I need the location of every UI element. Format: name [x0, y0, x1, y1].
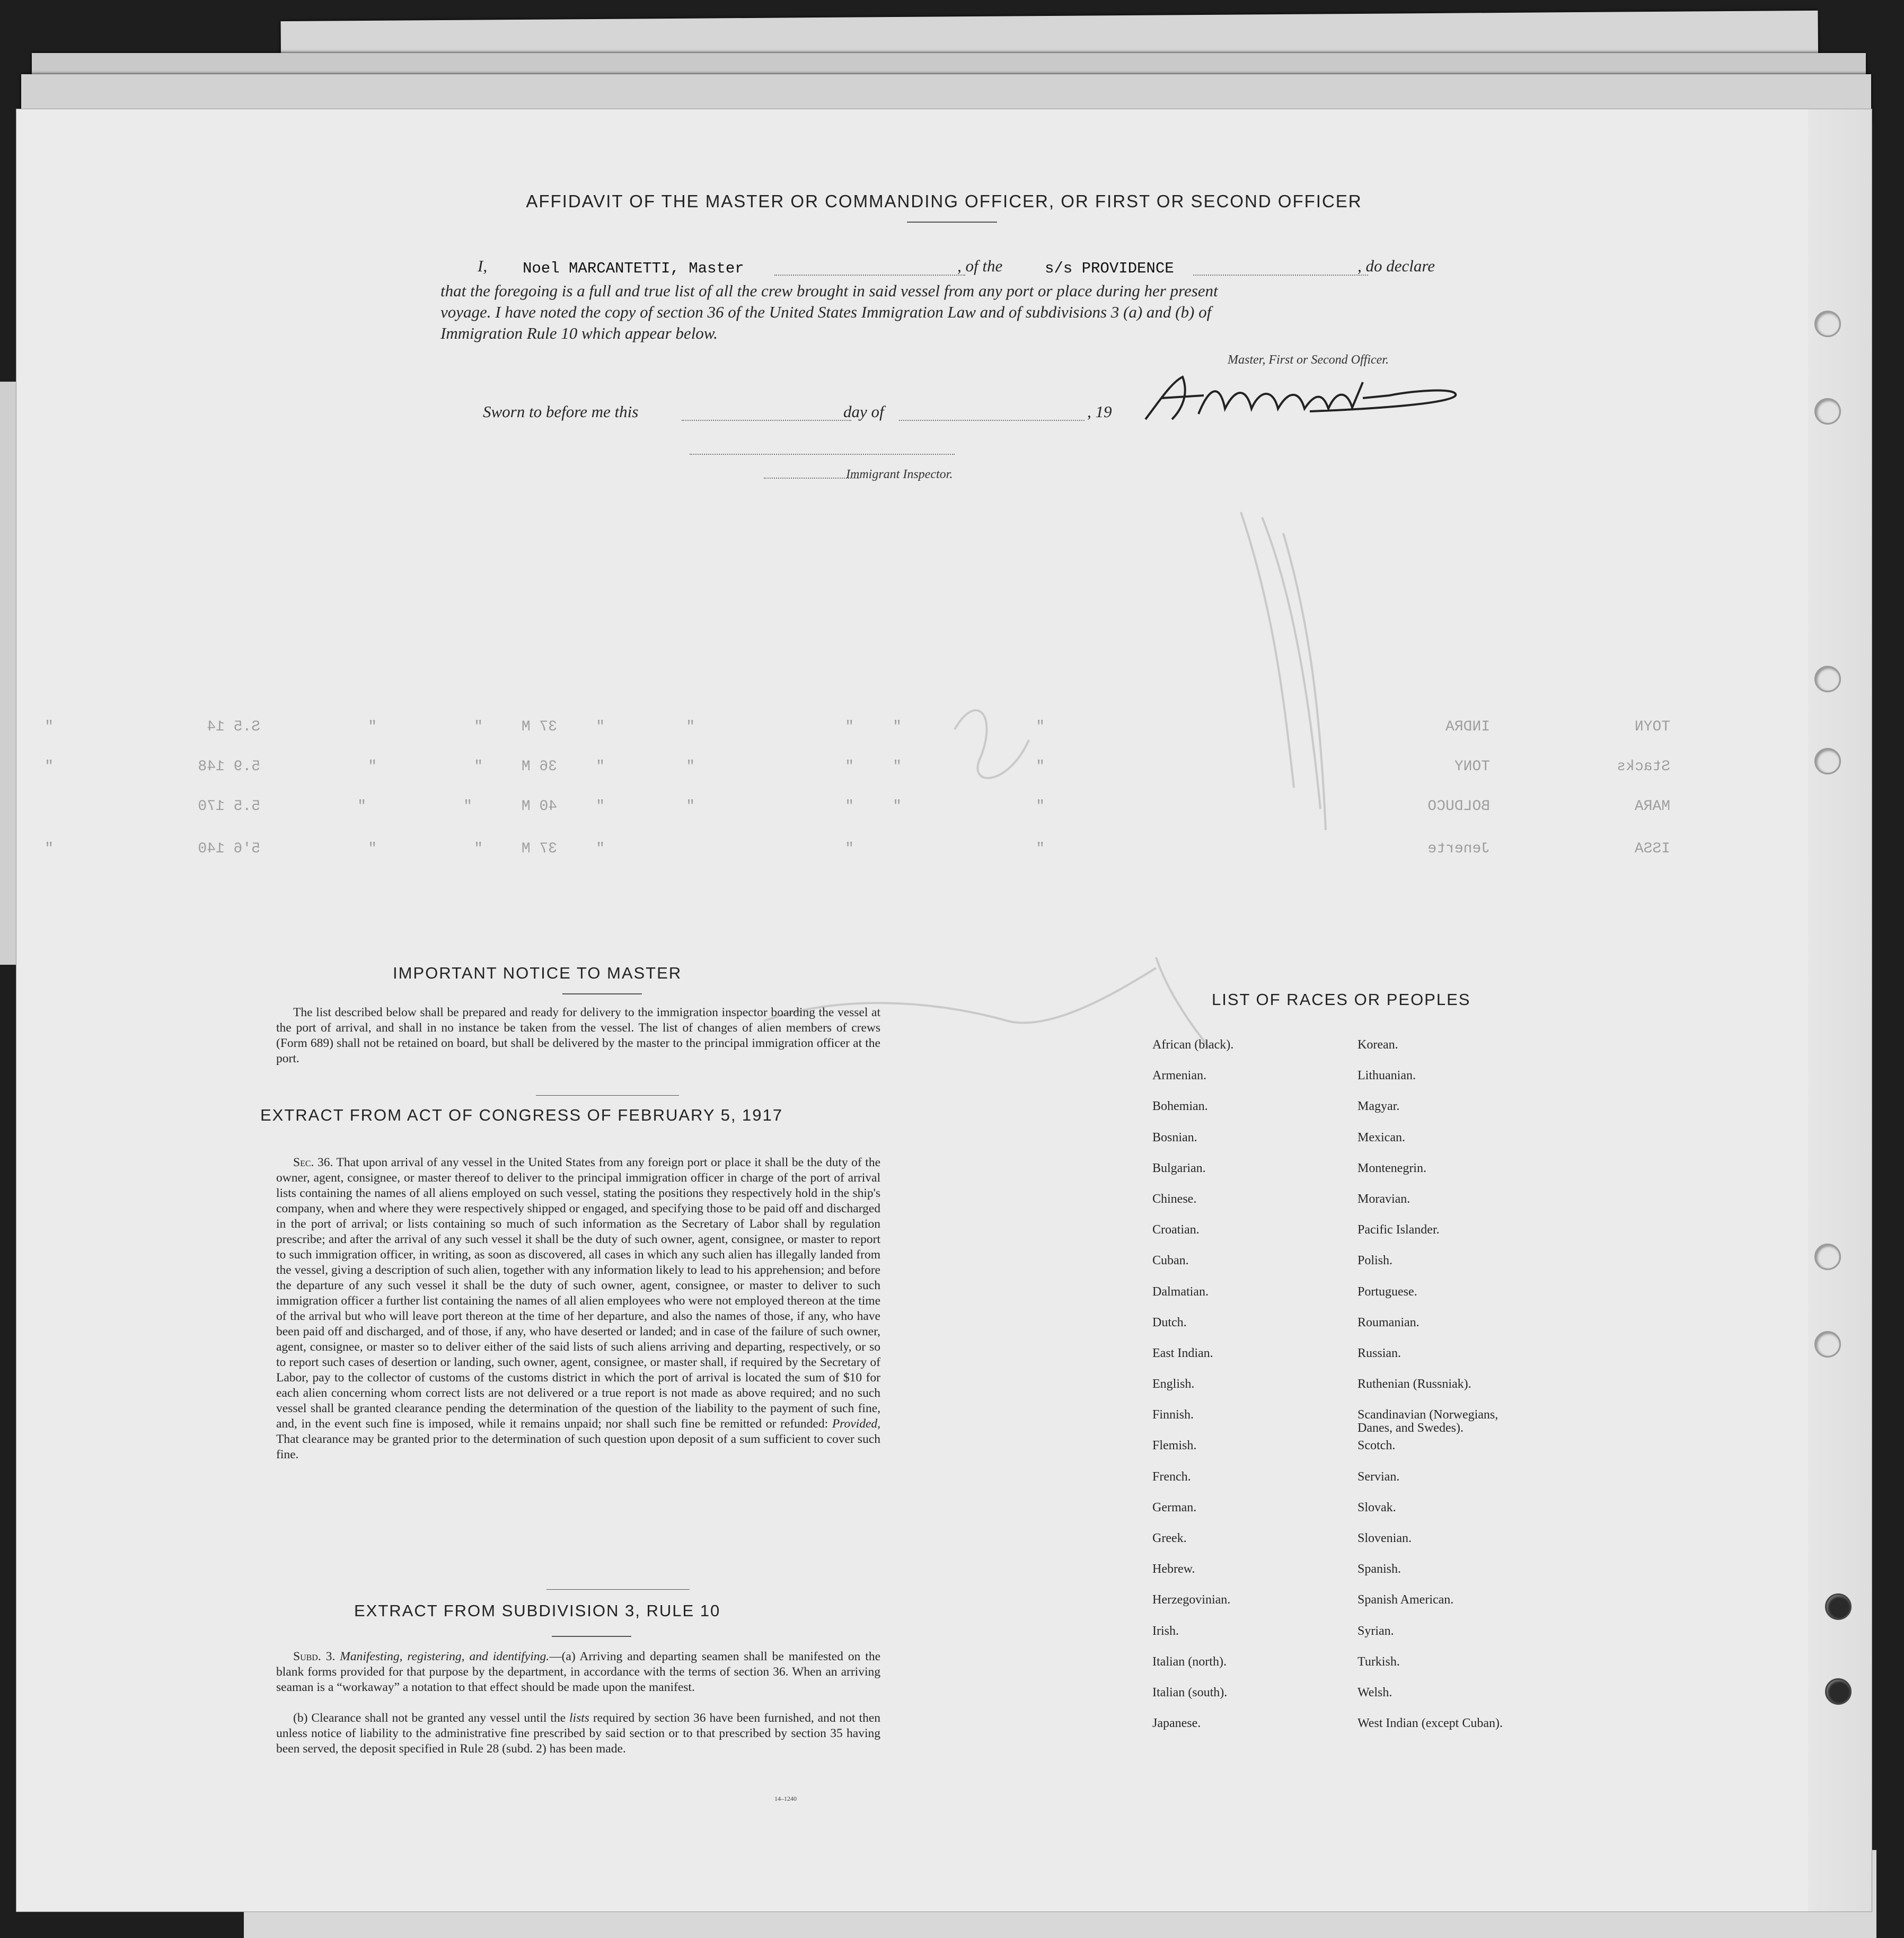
race-item: Roumanian.	[1358, 1315, 1420, 1329]
ghost-height: 5.5 170	[198, 798, 260, 815]
declaration-line-2: that the foregoing is a full and true list of all the crew brought in said vessel from any port or place during her present	[440, 281, 1218, 300]
ghost-mark: "	[1036, 759, 1045, 775]
rule-body-b-post: required by section 36 have been furnished, and not then unless notice of liability to the administrative fine prescribed by said section or to that prescribed by section 35 having been served, the deposit specified in Rule 28 (subd. 2) has been made.	[276, 1711, 880, 1756]
race-item: Korean.	[1358, 1038, 1398, 1052]
ghost-mark: "	[893, 719, 902, 735]
page-shadow	[1808, 109, 1872, 1911]
race-item: Mexican.	[1358, 1130, 1405, 1144]
race-item: Welsh.	[1358, 1685, 1392, 1699]
race-item: German.	[1152, 1500, 1197, 1514]
ghost-name: TONY	[1454, 759, 1490, 775]
race-item: Bulgarian.	[1152, 1161, 1206, 1175]
month-line	[899, 420, 1085, 421]
ghost-mark: "	[845, 841, 854, 857]
race-item: Russian.	[1358, 1346, 1401, 1360]
binder-hole	[1814, 311, 1841, 337]
rule-body-b-lists: lists	[569, 1711, 589, 1725]
act-text	[276, 1155, 880, 1463]
ghost-mark: "	[845, 798, 854, 815]
race-item: English.	[1152, 1377, 1195, 1391]
officer-caption: Master, First or Second Officer.	[1228, 353, 1389, 367]
races-right-column	[1358, 1038, 1503, 1748]
race-item: Portuguese.	[1358, 1284, 1417, 1299]
name-line	[774, 275, 965, 276]
ghost-mark: "	[596, 841, 605, 857]
race-item: Ruthenian (Russniak).	[1358, 1377, 1471, 1391]
notice-body: The list described below shall be prepared and ready for delivery to the immigration inspector boarding the vessel at the port of arrival, and shall in no instance be taken from the vessel. The list of changes of alien members of crews (Form 689) shall not be retained on board, but shall be delivered by the master to the principal immigration officer at the port.	[276, 1006, 880, 1065]
ghost-mark: "	[368, 719, 377, 735]
ghost-name: Jenerte	[1427, 841, 1490, 857]
manifest-page	[16, 109, 1872, 1912]
race-item: Herzegovinian.	[1152, 1593, 1231, 1607]
race-item: East Indian.	[1152, 1346, 1213, 1360]
race-item: Armenian.	[1152, 1069, 1206, 1083]
race-item: Moravian.	[1358, 1192, 1411, 1206]
binder-hole	[1825, 1593, 1852, 1620]
notice-title: IMPORTANT NOTICE TO MASTER	[393, 964, 682, 982]
master-name: Noel MARCANTETTI, Master	[523, 260, 744, 277]
race-item: Croatian.	[1152, 1223, 1200, 1237]
race-item: Bosnian.	[1152, 1130, 1197, 1144]
notice-rule	[562, 993, 642, 994]
rule-body-a: —(a) Arriving and departing seamen shall be manifested on the blank forms provided for that purpose by the department, in accordance with the terms of section 36. When an arriving seaman is a “workaway” a notation to that effect should be made upon the manifest.	[276, 1650, 881, 1694]
race-item: Italian (north).	[1152, 1654, 1227, 1669]
race-item: Lithuanian.	[1358, 1069, 1416, 1083]
rule-subd-heading: Manifesting, registering, and identifying.	[340, 1650, 550, 1663]
binder-hole	[1825, 1678, 1852, 1705]
race-item: Pacific Islander.	[1358, 1223, 1440, 1237]
race-item: French.	[1152, 1469, 1191, 1484]
race-item: Polish.	[1358, 1254, 1393, 1268]
ghost-age: 37 M	[521, 719, 557, 735]
ghost-mark: "	[474, 759, 483, 775]
affidavit-title: AFFIDAVIT OF THE MASTER OR COMMANDING OFFICER, OR FIRST OR SECOND OFFICER	[526, 191, 1362, 211]
inspector-caption: Immigrant Inspector.	[846, 468, 953, 481]
race-item: Italian (south).	[1152, 1685, 1228, 1699]
ghost-age: 37 M	[521, 841, 557, 857]
ghost-mark: "	[893, 798, 902, 815]
ghost-height: S.5 14	[207, 719, 260, 735]
vessel-line	[1193, 275, 1368, 276]
ghost-age: 40 M	[521, 798, 557, 815]
ghost-name: Stacks	[1617, 759, 1670, 775]
vessel-name: s/s PROVIDENCE	[1045, 260, 1174, 277]
act-provided: Provided,	[832, 1417, 881, 1431]
race-item: Spanish American.	[1358, 1593, 1454, 1607]
ghost-mark: "	[45, 759, 54, 775]
ghost-mark: "	[463, 798, 472, 815]
ghost-height: 5.9 148	[198, 759, 260, 775]
act-section-label: Sec. 36.	[293, 1156, 333, 1169]
act-title: EXTRACT FROM ACT OF CONGRESS OF FEBRUARY 5, 1917	[260, 1106, 783, 1124]
sworn-day-line	[682, 420, 851, 421]
race-item: Dalmatian.	[1152, 1284, 1209, 1299]
ghost-name: TOYN	[1634, 719, 1670, 735]
ghost-mark: "	[1036, 841, 1045, 857]
race-item: Chinese.	[1152, 1192, 1197, 1206]
notice-divider	[536, 1095, 679, 1096]
master-signature	[1140, 366, 1469, 425]
race-item: Turkish.	[1358, 1654, 1400, 1669]
inspector-line-2	[764, 478, 859, 479]
do-declare-label: , do declare	[1358, 257, 1435, 275]
rule-subd-label: Subd. 3.	[293, 1650, 336, 1663]
race-item: Irish.	[1152, 1624, 1179, 1638]
inspector-line	[690, 454, 955, 455]
race-item: Slovenian.	[1358, 1531, 1412, 1545]
race-item: Scandinavian (Norwegians, Danes, and Swedes).	[1358, 1408, 1498, 1435]
left-edge-tab	[0, 382, 16, 965]
ghost-mark: "	[686, 759, 695, 775]
ghost-mark: "	[474, 841, 483, 857]
race-item: Montenegrin.	[1358, 1161, 1426, 1175]
ghost-mark: "	[845, 759, 854, 775]
rule-underline	[552, 1636, 631, 1637]
of-the-label: , of the	[957, 257, 1003, 275]
ghost-mark: "	[596, 759, 605, 775]
act-body-end: That clearance may be granted prior to the determination of such question upon deposit of a sum sufficient to cover such fine.	[276, 1432, 880, 1461]
ghost-name: MARA	[1634, 798, 1670, 815]
ghost-mark: "	[1036, 719, 1045, 735]
declarant-prefix: I,	[478, 257, 488, 275]
ghost-mark: "	[368, 841, 377, 857]
ghost-mark: "	[45, 719, 54, 735]
ghost-name: INDRA	[1445, 719, 1490, 735]
race-item: Hebrew.	[1152, 1562, 1195, 1576]
rule-text-a	[276, 1649, 880, 1695]
rule-text-b	[276, 1711, 880, 1757]
binder-hole	[1814, 1244, 1841, 1270]
race-item: Dutch.	[1152, 1315, 1187, 1329]
race-item: Scotch.	[1358, 1439, 1396, 1453]
race-item: African (black).	[1152, 1038, 1234, 1052]
race-item: Slovak.	[1358, 1500, 1396, 1514]
ghost-mark: "	[474, 719, 483, 735]
ghost-name: ISSA	[1634, 841, 1670, 857]
race-item: Bohemian.	[1152, 1099, 1208, 1114]
ghost-mark: "	[357, 798, 366, 815]
rule-title: EXTRACT FROM SUBDIVISION 3, RULE 10	[354, 1601, 721, 1620]
binder-hole	[1814, 666, 1841, 692]
ghost-mark: "	[845, 719, 854, 735]
race-item: Magyar.	[1358, 1099, 1400, 1114]
ghost-mark: "	[45, 841, 54, 857]
binder-hole	[1814, 748, 1841, 774]
ghost-mark: "	[1036, 798, 1045, 815]
race-item: Flemish.	[1152, 1439, 1197, 1453]
races-title: LIST OF RACES OR PEOPLES	[1212, 990, 1471, 1009]
ghost-mark: "	[893, 759, 902, 775]
ghost-mark: "	[596, 798, 605, 815]
race-item: Greek.	[1152, 1531, 1187, 1545]
sworn-label: Sworn to before me this	[483, 402, 639, 421]
ghost-mark: "	[686, 798, 695, 815]
race-item: Cuban.	[1152, 1254, 1189, 1268]
declaration-line-4: Immigration Rule 10 which appear below.	[440, 324, 718, 342]
race-item: Syrian.	[1358, 1624, 1394, 1638]
notice-text	[276, 1005, 880, 1067]
ghost-height: 5'6 140	[198, 841, 260, 857]
form-number: 14–1240	[774, 1795, 797, 1802]
race-item: West Indian (except Cuban).	[1358, 1716, 1503, 1731]
race-item: Servian.	[1358, 1469, 1400, 1484]
ghost-mark: "	[686, 719, 695, 735]
ghost-mark: "	[596, 719, 605, 735]
race-item: Finnish.	[1152, 1408, 1194, 1422]
race-item: Spanish.	[1358, 1562, 1401, 1576]
day-of-label: day of	[843, 402, 884, 421]
title-rule	[907, 222, 997, 223]
ghost-age: 36 M	[521, 759, 557, 775]
ghost-mark: "	[368, 759, 377, 775]
binder-hole	[1814, 1331, 1841, 1358]
ghost-name: BOLDUCO	[1427, 798, 1490, 815]
act-divider	[546, 1589, 690, 1590]
rule-body-b-pre: (b) Clearance shall not be granted any vessel until the	[293, 1711, 566, 1725]
year-label: , 19	[1087, 402, 1112, 421]
binder-hole	[1814, 398, 1841, 425]
races-left-column	[1152, 1038, 1233, 1748]
race-item: Japanese.	[1152, 1716, 1201, 1731]
act-body: That upon arrival of any vessel in the United States from any foreign port or place it shall be the duty of the owner, agent, consignee, or master thereof to deliver to the principal immigration officer in charge of the port of arrival lists containing the names of all aliens employed on such vessel, stating the positions they respectively hold in the ship's company, when and where they were respectively shipped or engaged, and specifying those to be paid off and discharged in the port of arrival; or lists containing so much of such information as the Secretary of Labor shall by regulation prescribe; and after the arrival of any such vessel it shall be the duty of such owner, agent, consignee, or master to report to such immigration officer, in writing, as soon as discovered, all cases in which any such alien has illegally landed from the vessel, giving a description of such alien, together with any information likely to lead to his apprehension; and before the departure of any such vessel it shall be the duty of such owner, agent, consignee, or master to deliver to such immigration officer a further list containing the names of all alien employees who were not employed thereon at the time of the arrival but who will leave port thereon at the time of her departure, and also the names of those, if any, who have been paid off and discharged, and of those, if any, who have deserted or landed; and in case of the failure of such owner, agent, consignee, or master so to deliver either of the said lists of such aliens arriving and departing, respectively, or so to report such cases of desertion or landing, such owner, agent, consignee, or master shall, if required by the Secretary of Labor, pay to the collector of customs of the customs district in which the port of arrival is located the sum of $10 for each alien concerning whom correct lists are not delivered or a true report is not made as above required; and no such vessel shall be granted clearance pending the determination of the question of the liability to the payment of such fine, and, in the event such fine is imposed, while it remains unpaid; nor shall such fine be remitted or refunded:	[276, 1156, 881, 1431]
declaration-line-3: voyage. I have noted the copy of section 36 of the United States Immigration Law and of subdivisions 3 (a) and (b) of	[440, 303, 1212, 321]
